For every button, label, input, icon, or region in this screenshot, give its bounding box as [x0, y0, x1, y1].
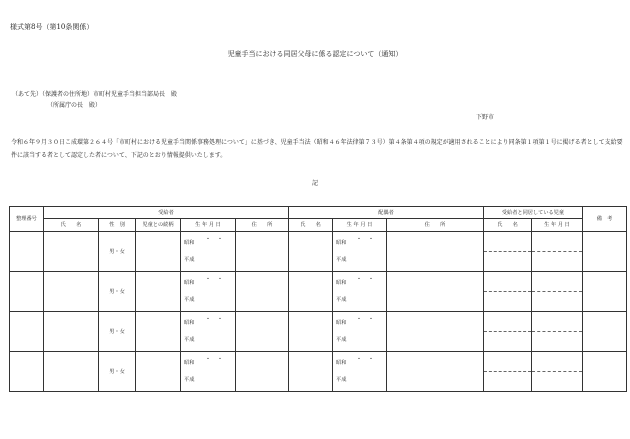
- date-dots: ・ ・: [204, 235, 223, 243]
- date-dots: ・ ・: [204, 275, 223, 283]
- table-row: [10, 272, 627, 292]
- era-showa: 昭和 ・ ・: [184, 275, 223, 286]
- relation-cell[interactable]: [136, 272, 181, 312]
- child-birth-cell[interactable]: [532, 312, 583, 332]
- spouse-address-cell[interactable]: [387, 312, 484, 352]
- era-showa: 昭和 ・ ・: [336, 235, 374, 246]
- recipient-name-cell[interactable]: [44, 352, 99, 392]
- recipient-name-cell[interactable]: [44, 232, 99, 272]
- issuer-name: 下野市: [476, 114, 495, 121]
- child-name-cell[interactable]: [484, 252, 532, 272]
- era-heisei: 平成: [336, 256, 347, 263]
- recipient-address-cell[interactable]: [236, 352, 289, 392]
- child-name-cell[interactable]: [484, 372, 532, 392]
- table-row: [10, 312, 627, 332]
- era-heisei: 平成: [184, 296, 195, 303]
- era-heisei: 平成: [184, 256, 195, 263]
- date-dots: ・ ・: [355, 355, 374, 363]
- addressee-line-1: （あて先）（保護者の住所地）市町村児童手当担当部局長 殿: [12, 91, 178, 98]
- column-header-relation: 児童との続柄: [136, 219, 181, 232]
- sex-options: 男・女: [109, 368, 125, 375]
- spouse-address-cell[interactable]: [387, 352, 484, 392]
- recipient-birth-cell[interactable]: [181, 312, 236, 352]
- child-birth-cell[interactable]: [532, 292, 583, 312]
- date-dots: ・ ・: [204, 315, 223, 323]
- era-showa: 昭和 ・ ・: [184, 315, 223, 326]
- sex-cell[interactable]: [99, 272, 136, 312]
- era-showa: 昭和 ・ ・: [184, 355, 223, 366]
- date-dots: ・ ・: [355, 275, 374, 283]
- child-name-cell[interactable]: [484, 352, 532, 372]
- date-dots: ・ ・: [204, 355, 223, 363]
- child-birth-cell[interactable]: [532, 372, 583, 392]
- era-showa: 昭和 ・ ・: [336, 275, 374, 286]
- date-dots: ・ ・: [355, 315, 374, 323]
- group-header-spouse: 配偶者: [289, 207, 484, 219]
- recipient-address-cell[interactable]: [236, 232, 289, 272]
- recipient-birth-cell[interactable]: [181, 232, 236, 272]
- era-heisei: 平成: [336, 296, 347, 303]
- addressee-line-2: （所属庁の長 殿）: [47, 102, 102, 109]
- form-number: 様式第8号（第10条関係）: [10, 23, 94, 31]
- era-showa: 昭和 ・ ・: [184, 235, 223, 246]
- child-name-cell[interactable]: [484, 292, 532, 312]
- column-header-recipient-address: 住 所: [236, 219, 289, 232]
- group-header-recipient: 受給者: [44, 207, 289, 219]
- child-name-cell[interactable]: [484, 312, 532, 332]
- sex-cell[interactable]: [99, 352, 136, 392]
- id-cell[interactable]: [10, 352, 44, 392]
- child-name-cell[interactable]: [484, 232, 532, 252]
- recipient-address-cell[interactable]: [236, 312, 289, 352]
- table-row: [10, 232, 627, 252]
- era-heisei: 平成: [184, 376, 195, 383]
- column-header-recipient-name: 氏 名: [44, 219, 99, 232]
- era-showa: 昭和 ・ ・: [336, 315, 374, 326]
- era-heisei: 平成: [184, 336, 195, 343]
- spouse-birth-cell[interactable]: [333, 352, 387, 392]
- remarks-cell[interactable]: [583, 312, 627, 352]
- relation-cell[interactable]: [136, 352, 181, 392]
- child-birth-cell[interactable]: [532, 352, 583, 372]
- recipient-address-cell[interactable]: [236, 272, 289, 312]
- column-header-spouse-birth: 生 年 月 日: [333, 219, 387, 232]
- sex-options: 男・女: [109, 248, 125, 255]
- column-header-spouse-address: 住 所: [387, 219, 484, 232]
- spouse-name-cell[interactable]: [289, 272, 333, 312]
- spouse-birth-cell[interactable]: [333, 232, 387, 272]
- column-header-spouse-name: 氏 名: [289, 219, 333, 232]
- spouse-address-cell[interactable]: [387, 272, 484, 312]
- child-birth-cell[interactable]: [532, 232, 583, 252]
- remarks-cell[interactable]: [583, 352, 627, 392]
- era-showa: 昭和 ・ ・: [336, 355, 374, 366]
- recipient-name-cell[interactable]: [44, 312, 99, 352]
- child-birth-cell[interactable]: [532, 252, 583, 272]
- information-table: [9, 206, 627, 392]
- relation-cell[interactable]: [136, 232, 181, 272]
- era-heisei: 平成: [336, 336, 347, 343]
- document-title: 児童手当における同居父母に係る認定について（通知）: [227, 50, 403, 58]
- column-header-remarks: 備 考: [583, 207, 627, 232]
- column-header-sex: 性 別: [99, 219, 136, 232]
- column-header-recipient-birth: 生 年 月 日: [181, 219, 236, 232]
- relation-cell[interactable]: [136, 312, 181, 352]
- child-birth-cell[interactable]: [532, 272, 583, 292]
- recipient-name-cell[interactable]: [44, 272, 99, 312]
- ki-heading: 記: [311, 180, 318, 187]
- spouse-name-cell[interactable]: [289, 232, 333, 272]
- child-name-cell[interactable]: [484, 332, 532, 352]
- body-paragraph: 令和６年９月３０日こ成環第２６４号「市町村における児童手当関係事務処理について」に基づき、児童手当法（昭和４６年法律第７３号）第４条第４項の規定が適用されることにより同条第１項第１号に掲げる者として支給要件に該当する者として認定した者について、下記のとおり情報提供いたします。: [11, 139, 623, 159]
- id-cell[interactable]: [10, 272, 44, 312]
- date-dots: ・ ・: [355, 235, 374, 243]
- column-header-child-birth: 生 年 月 日: [532, 219, 583, 232]
- column-header-id: 整理番号: [10, 207, 44, 232]
- group-header-child: 受給者と同居している児童: [484, 207, 583, 219]
- sex-options: 男・女: [109, 288, 125, 295]
- sex-cell[interactable]: [99, 312, 136, 352]
- spouse-name-cell[interactable]: [289, 312, 333, 352]
- child-name-cell[interactable]: [484, 272, 532, 292]
- id-cell[interactable]: [10, 312, 44, 352]
- sex-options: 男・女: [109, 328, 125, 335]
- spouse-birth-cell[interactable]: [333, 312, 387, 352]
- id-cell[interactable]: [10, 232, 44, 272]
- remarks-cell[interactable]: [583, 272, 627, 312]
- recipient-birth-cell[interactable]: [181, 352, 236, 392]
- column-header-child-name: 氏 名: [484, 219, 532, 232]
- spouse-name-cell[interactable]: [289, 352, 333, 392]
- table-row: [10, 352, 627, 372]
- spouse-address-cell[interactable]: [387, 232, 484, 272]
- spouse-birth-cell[interactable]: [333, 272, 387, 312]
- era-heisei: 平成: [336, 376, 347, 383]
- sex-cell[interactable]: [99, 232, 136, 272]
- child-birth-cell[interactable]: [532, 332, 583, 352]
- recipient-birth-cell[interactable]: [181, 272, 236, 312]
- remarks-cell[interactable]: [583, 232, 627, 272]
